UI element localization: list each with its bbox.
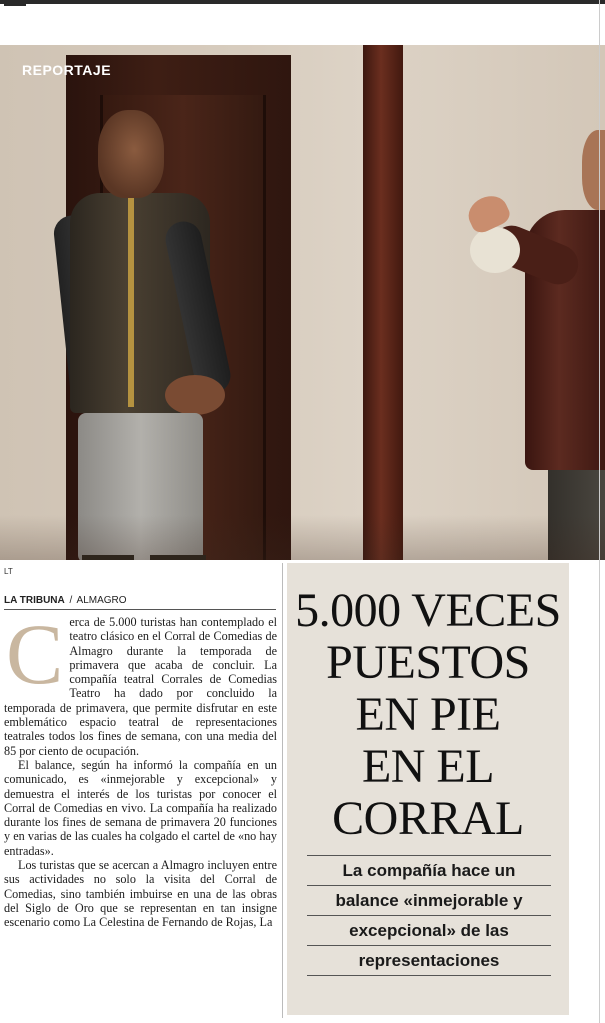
headline-line: 5.000 VECES	[295, 584, 561, 637]
byline-publication: LA TRIBUNA	[4, 595, 65, 606]
article-paragraph-3: Los turistas que se acercan a Almagro incluyen entre sus actividades no solo la visita del Corral de Comedias, sino también imbuirse en una de las obras del Siglo de Oro que se representan en tan insigne escenario como La Celestina de Fernando de Rojas, La	[4, 858, 277, 930]
subhead-line: balance «inmejorable y	[307, 885, 551, 915]
subhead-line: excepcional» de las	[307, 915, 551, 945]
subhead	[307, 855, 551, 976]
top-rule-mark	[4, 0, 26, 6]
subhead-line: La compañía hace un	[307, 855, 551, 885]
byline	[4, 595, 276, 610]
headline-line: PUESTOS	[326, 636, 530, 689]
article-paragraph-1: erca de 5.000 turistas han contemplado el teatro clásico en el Corral de Comedias de Almagro durante la temporada de primavera que acaba de concluir. La compañía teatral Corrales de Comedias Teatro ha dado por concluido la temporada de primavera, que permite disfrutar en este emblemático espacio teatral de representaciones teatrales todos los fines de semana, con una media del 85 por ciento de ocupación.	[4, 615, 277, 758]
headline-line: CORRAL	[332, 792, 524, 845]
headline-line: EN PIE	[355, 688, 501, 741]
headline	[287, 585, 569, 845]
stage-photo	[0, 45, 605, 560]
column-rule	[282, 563, 283, 1018]
article-body	[4, 615, 277, 1023]
photo-credit: LT	[4, 567, 13, 576]
byline-location: ALMAGRO	[76, 595, 127, 606]
byline-separator: /	[69, 595, 73, 606]
section-tag: REPORTAJE	[22, 62, 112, 78]
page-edge	[599, 0, 600, 1023]
photo-floor-shadow	[0, 515, 605, 560]
dropcap: C	[6, 615, 64, 702]
headline-line: EN EL	[361, 740, 495, 793]
article-paragraph-2: El balance, según ha informó la compañía en un comunicado, es «inmejorable y excepcional» y demuestra el interés de los turistas por conocer el Corral de Comedias en vivo. La compañía ha realizado durante los fines de semana de primavera 20 funciones y en varias de las cuales ha colgado el cartel de «no hay entradas».	[4, 757, 277, 858]
headline-box	[287, 563, 569, 1015]
photo-pillar	[363, 45, 403, 560]
top-rule	[0, 0, 605, 4]
subhead-line: representaciones	[307, 945, 551, 976]
